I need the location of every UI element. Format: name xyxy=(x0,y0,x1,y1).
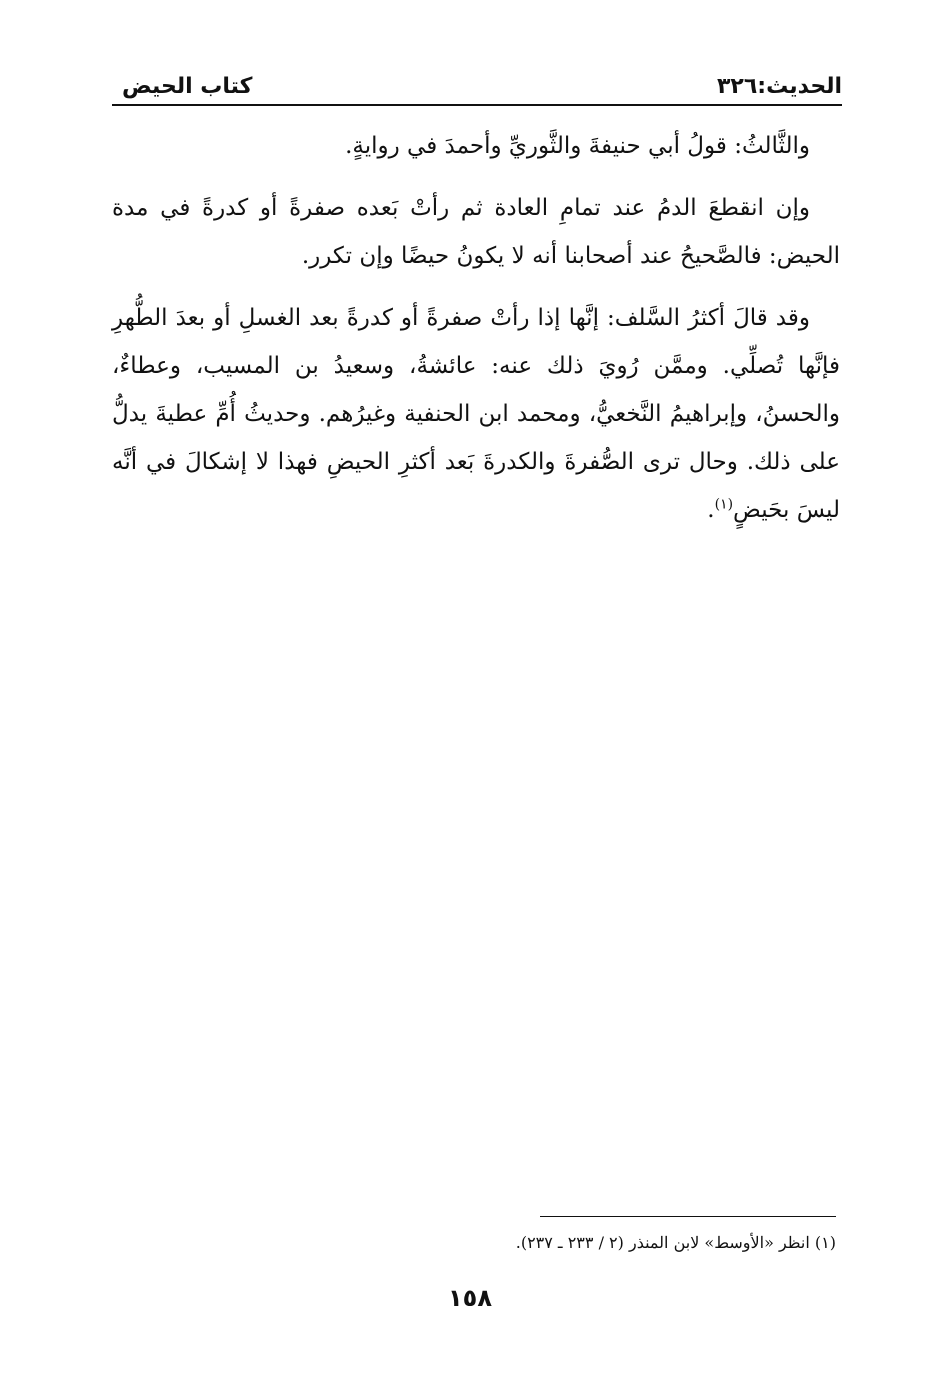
page-number: ١٥٨ xyxy=(448,1284,492,1312)
footnote-marker: (١) xyxy=(714,496,734,513)
paragraph-3-text: وقد قالَ أكثرُ السَّلف: إنَّها إذا رأتْ صفرةً أو كدرةً بعد الغسلِ أو بعدَ الطُّهرِ فإنَّها تُصلِّي. وممَّن رُويَ ذلك عنه: عائشةُ، وسعيدُ بن المسيب، وعطاءٌ، والحسنُ، وإبراهيمُ النَّخعيُّ، ومحمد ابن الحنفية وغيرُهم. وحديثُ أُمِّ عطيةَ يدلُّ على ذلك. وحال ترى الصُّفرةَ والكدرةَ بَعد أكثرِ الحيضِ فهذا لا إشكالَ في أنَّه ليسَ بحَيضٍ xyxy=(112,305,840,523)
running-header xyxy=(112,70,842,106)
hadith-reference: الحديث:٣٢٦ xyxy=(716,74,842,99)
paragraph-2: وإن انقطعَ الدمُ عند تمامِ العادة ثم رأتْ بَعده صفرةً أو كدرةً في مدة الحيض: فالصَّحيحُ عند أصحابنا أنه لا يكونُ حيضًا وإن تكرر. xyxy=(112,195,840,269)
main-text xyxy=(112,122,840,548)
paragraph-1: والثَّالثُ: قولُ أبي حنيفةَ والثَّوريِّ وأحمدَ في روايةٍ. xyxy=(345,133,810,159)
paragraph-3 xyxy=(112,294,840,534)
header-divider xyxy=(112,104,842,106)
chapter-title: كتاب الحيض xyxy=(122,74,253,99)
footnote: (١) انظر «الأوسط» لابن المنذر (٢ / ٢٣٣ ـ ٢٣٧). xyxy=(515,1233,836,1252)
footnote-divider xyxy=(540,1216,836,1217)
paragraph-3-end: . xyxy=(707,497,715,523)
